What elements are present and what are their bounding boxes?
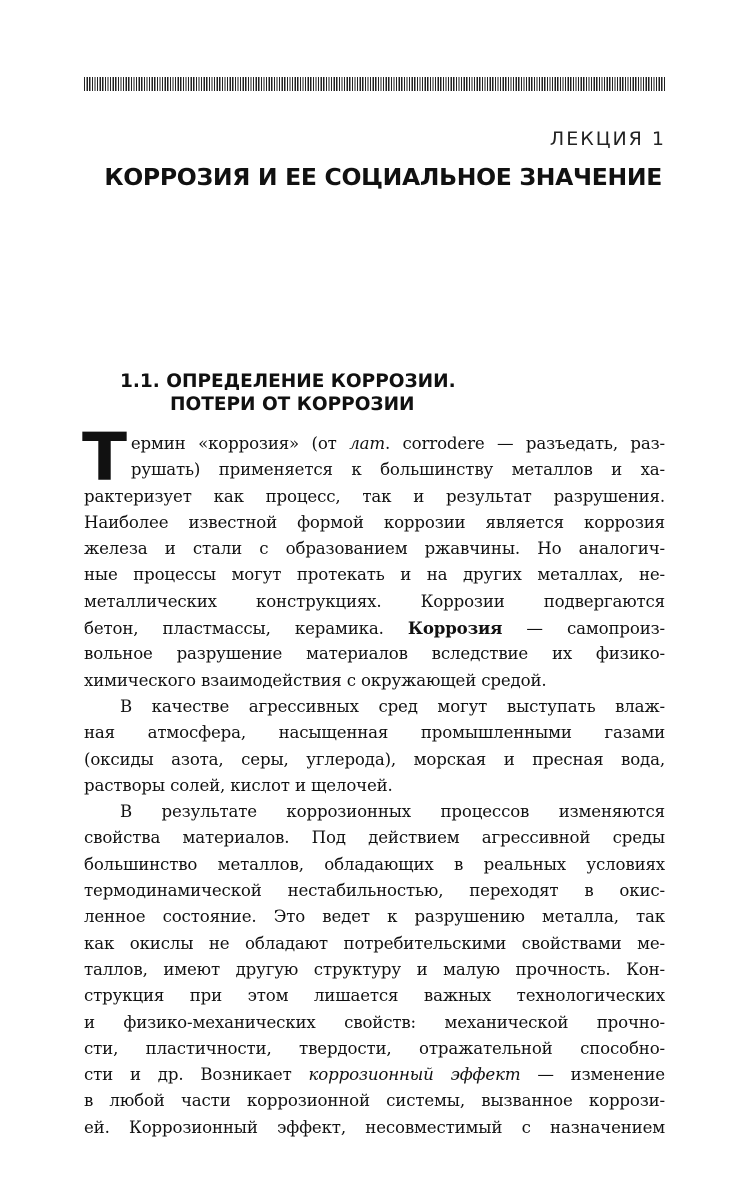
text-line: (оксиды азота, серы, углерода), морская и пресная вода, xyxy=(84,749,665,769)
text-line: вольное разрушение материалов вследствие их физико- xyxy=(84,644,665,664)
text-line xyxy=(126,431,665,457)
text-line: ные процессы могут протекать и на других металлах, не- xyxy=(84,565,665,585)
text-line: Наиболее известной формой коррозии является коррозия xyxy=(84,512,665,532)
text-run: сти и др. Возникает xyxy=(84,1065,309,1085)
drop-cap: Т xyxy=(82,419,127,496)
text-line: термодинамической нестабильностью, переходят в окис- xyxy=(84,881,665,901)
text-line: рушать) применяется к большинству металлов и ха- xyxy=(130,460,665,480)
section-title-line2: ПОТЕРИ ОТ КОРРОЗИИ xyxy=(170,394,415,415)
lecture-label: ЛЕКЦИЯ 1 xyxy=(549,128,666,150)
paragraph-3 xyxy=(84,799,665,1141)
text-line: большинство металлов, обладающих в реальных условиях xyxy=(84,854,665,874)
italic-run: лат xyxy=(349,434,385,453)
text-run: — самопроиз- xyxy=(502,619,665,639)
text-line: металлических конструкциях. Коррозии подвергаются xyxy=(84,591,665,611)
text-run: . corrodere — разъедать, раз- xyxy=(384,434,665,453)
body-text xyxy=(82,419,665,1141)
text-line: таллов, имеют другую структуру и малую прочность. Кон- xyxy=(84,959,665,979)
text-line: ная атмосфера, насыщенная промышленными газами xyxy=(84,723,665,743)
text-line xyxy=(84,1062,665,1088)
paragraph-2 xyxy=(84,694,665,799)
header-rule xyxy=(84,77,665,91)
text-line: как окислы не обладают потребительскими свойствами ме- xyxy=(84,933,665,953)
text-line: ей. Коррозионный эффект, несовместимый с назначением xyxy=(84,1117,665,1137)
text-line: В результате коррозионных процессов изменяются xyxy=(120,802,665,822)
text-line: ленное состояние. Это ведет к разрушению металла, так xyxy=(84,907,665,927)
paragraph-1 xyxy=(82,419,665,694)
text-run: — изменение xyxy=(520,1065,665,1085)
text-line: в любой части коррозионной системы, вызванное коррози- xyxy=(84,1091,665,1111)
section-title xyxy=(120,370,456,416)
chapter-title: КОРРОЗИЯ И ЕЕ СОЦИАЛЬНОЕ ЗНАЧЕНИЕ xyxy=(104,163,662,191)
text-line: струкция при этом лишается важных технологических xyxy=(84,986,665,1006)
bold-term: Коррозия xyxy=(407,618,503,639)
text-line: и физико-механических свойств: механической прочно- xyxy=(84,1012,665,1032)
text-run: бетон, пластмассы, керамика. xyxy=(84,619,408,639)
text-line: рактеризует как процесс, так и результат разрушения. xyxy=(84,486,665,506)
text-line xyxy=(84,615,665,641)
text-line: растворы солей, кислот и щелочей. xyxy=(84,775,393,795)
italic-term: коррозионный эффект xyxy=(308,1065,521,1085)
text-line: сти, пластичности, твердости, отражательной способно- xyxy=(84,1038,665,1058)
text-line: железа и стали с образованием ржавчины. Но аналогич- xyxy=(84,539,665,559)
text-line: свойства материалов. Под действием агрессивной среды xyxy=(84,828,665,848)
section-title-line1: 1.1. ОПРЕДЕЛЕНИЕ КОРРОЗИИ. xyxy=(120,371,456,392)
text-line: химического взаимодействия с окружающей средой. xyxy=(84,670,547,690)
text-run: ермин «коррозия» (от xyxy=(130,434,350,453)
text-line: В качестве агрессивных сред могут выступать влаж- xyxy=(120,696,665,716)
